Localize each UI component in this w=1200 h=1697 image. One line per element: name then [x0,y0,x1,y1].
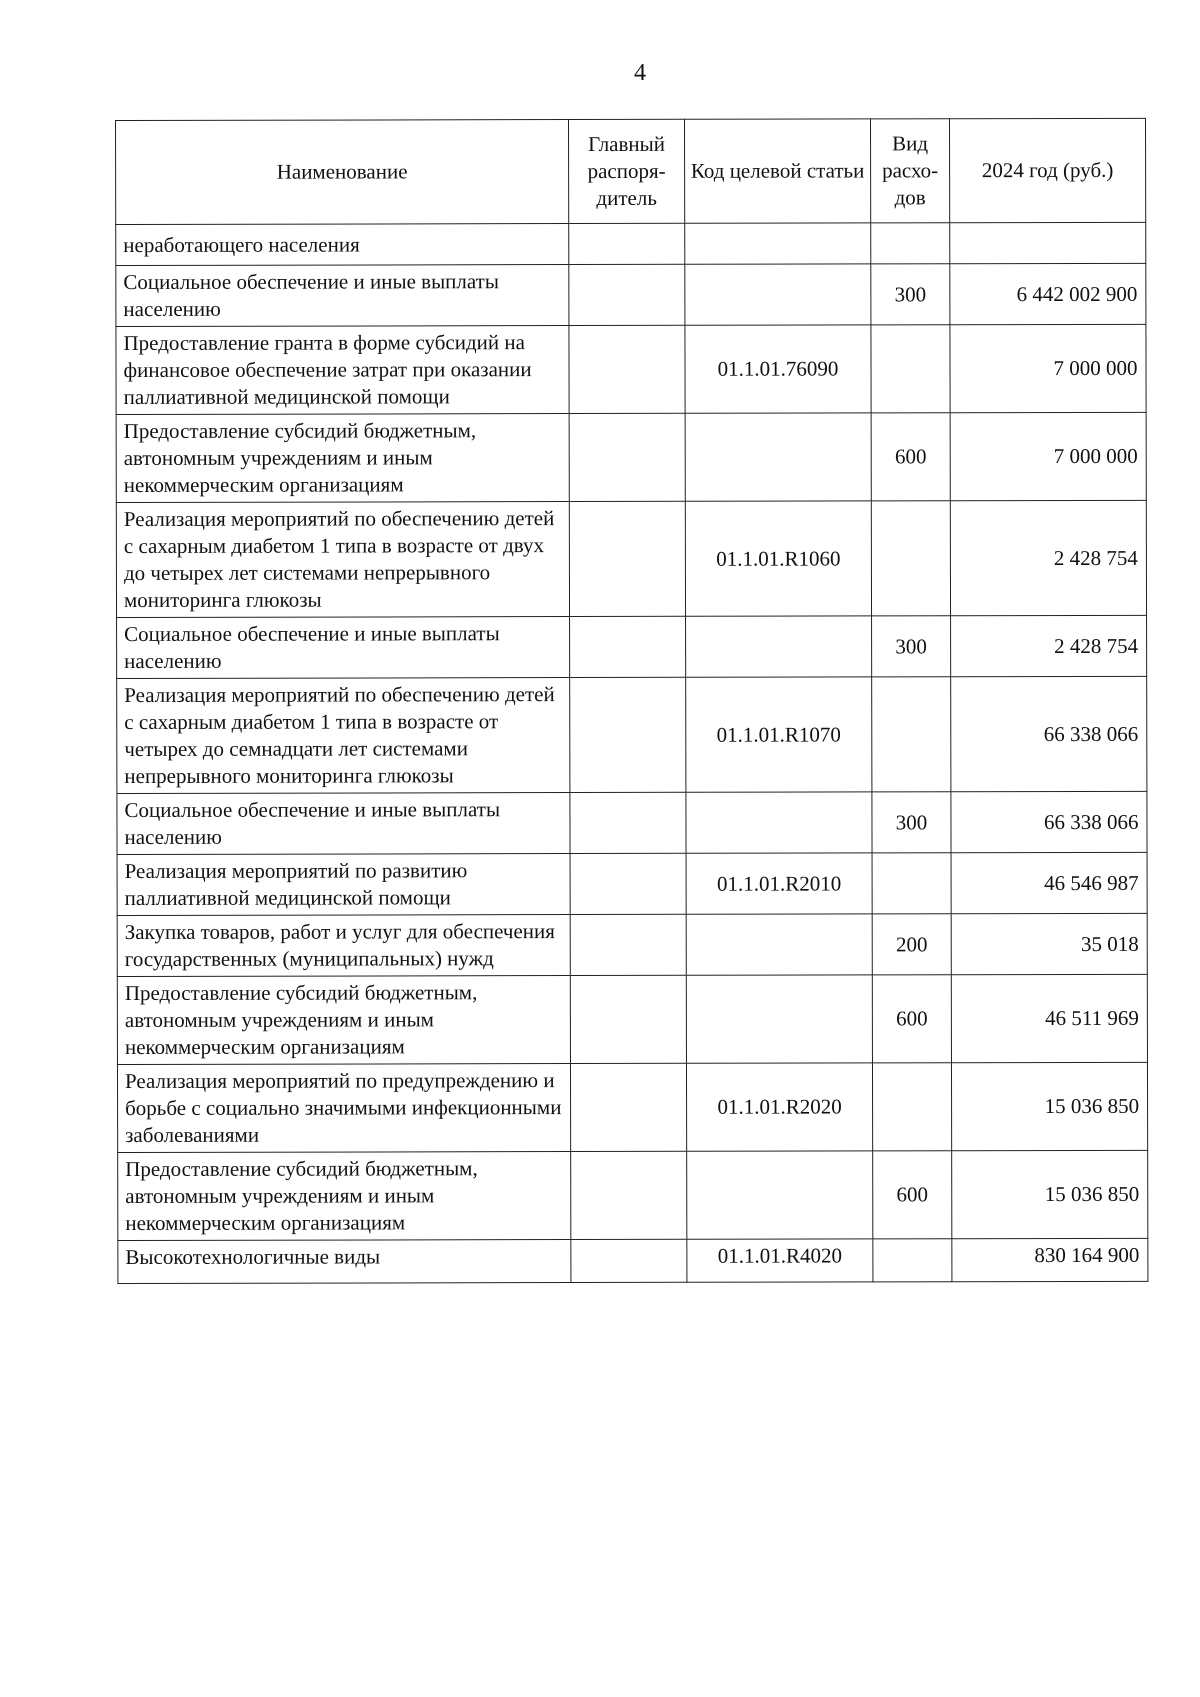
row-name: Реализация мероприятий по развитию паллиативной медицинской помощи [117,854,570,916]
row-type [871,223,950,264]
row-type: 300 [872,792,951,853]
header-year: 2024 год (руб.) [949,118,1145,222]
row-admin [570,914,686,975]
row-code: 01.1.01.R4020 [687,1239,873,1282]
row-name: Социальное обеспечение и иные выплаты населению [117,793,570,855]
row-code [685,223,871,264]
row-type [872,1063,951,1151]
table-row [117,791,1147,854]
table-row [116,263,1146,326]
row-amount: 46 546 987 [951,852,1147,913]
header-name: Наименование [116,120,569,225]
row-name: Социальное обеспечение и иные выплаты населению [116,265,569,327]
table-row [117,913,1147,976]
row-admin [570,616,686,677]
row-code: 01.1.01.R1060 [685,501,871,616]
row-admin [569,223,685,264]
header-type: Вид расхо-дов [870,119,949,223]
row-name: Реализация мероприятий по предупреждению и борьбе с социально значимыми инфекционными заболеваниями [117,1064,570,1153]
row-code: 01.1.01.R2010 [686,853,872,914]
row-name: Предоставление субсидий бюджетным, автономным учреждениям и иным некоммерческим организациям [117,976,570,1065]
row-code [686,914,872,975]
table-row [117,1062,1147,1152]
row-name: Реализация мероприятий по обеспечению детей с сахарным диабетом 1 типа в возрасте от четырех до семнадцати лет системами непрерывного мониторинга глюкозы [117,678,570,794]
row-admin [570,853,686,914]
row-amount: 15 036 850 [951,1062,1147,1150]
row-amount: 66 338 066 [951,676,1147,791]
row-amount: 6 442 002 900 [950,263,1146,324]
row-name: Предоставление субсидий бюджетным, автономным учреждениям и иным некоммерческим организациям [118,1152,571,1241]
row-code: 01.1.01.76090 [685,325,871,413]
row-admin [571,1239,687,1282]
row-admin [571,1151,687,1239]
row-amount: 66 338 066 [951,791,1147,852]
row-code [686,792,872,853]
row-amount: 15 036 850 [952,1150,1148,1238]
row-amount: 7 000 000 [950,412,1146,500]
row-type: 600 [871,413,950,501]
row-name: Предоставление гранта в форме субсидий на финансовое обеспечение затрат при оказании паллиативной медицинской помощи [116,326,569,415]
budget-table-container [115,118,1147,1284]
budget-table [115,118,1148,1284]
table-row [116,412,1146,502]
row-name: Предоставление субсидий бюджетным, автономным учреждениям и иным некоммерческим организациям [116,414,569,503]
row-name: Высокотехнологичные виды [118,1240,571,1284]
row-type [873,1239,952,1282]
row-amount: 7 000 000 [950,324,1146,412]
row-code: 01.1.01.R2020 [686,1063,872,1151]
row-type: 600 [873,1151,952,1239]
row-type: 300 [872,616,951,677]
row-code [686,975,872,1063]
row-amount [950,222,1146,263]
table-row [117,852,1147,915]
table-row [117,974,1147,1064]
page-number: 4 [634,60,646,86]
row-admin [569,264,685,325]
row-name: Закупка товаров, работ и услуг для обеспечения государственных (муниципальных) нужд [117,915,570,977]
row-amount: 35 018 [951,913,1147,974]
table-row [116,500,1146,617]
table-header-row [116,118,1146,224]
row-type: 300 [871,264,950,325]
row-type: 600 [872,975,951,1063]
row-code [685,413,871,501]
table-row [116,222,1146,265]
row-type: 200 [872,914,951,975]
row-name: Реализация мероприятий по обеспечению детей с сахарным диабетом 1 типа в возрасте от двух до четырех лет системами непрерывного мониторинга глюкозы [116,502,569,618]
row-name: неработающего населения [116,224,569,266]
header-code: Код целевой статьи [684,119,870,223]
row-admin [570,975,686,1063]
table-row [116,324,1146,414]
header-admin: Главный распоря-дитель [569,119,685,223]
table-row [118,1150,1148,1240]
row-code [686,616,872,677]
row-amount: 46 511 969 [951,974,1147,1062]
row-admin [569,325,685,413]
row-type [872,677,951,792]
row-admin [570,677,686,792]
row-code: 01.1.01.R1070 [686,677,872,792]
row-amount: 2 428 754 [950,500,1146,615]
row-code [687,1151,873,1239]
row-admin [569,501,685,616]
row-admin [570,792,686,853]
row-name: Социальное обеспечение и иные выплаты населению [117,617,570,679]
row-admin [569,413,685,501]
row-amount: 830 164 900 [952,1238,1148,1281]
row-amount: 2 428 754 [951,615,1147,676]
row-type [871,325,950,413]
table-row [117,676,1147,793]
row-code [685,264,871,325]
row-type [872,853,951,914]
row-admin [570,1063,686,1151]
table-row [118,1238,1148,1283]
table-row [117,615,1147,678]
row-type [871,501,950,616]
